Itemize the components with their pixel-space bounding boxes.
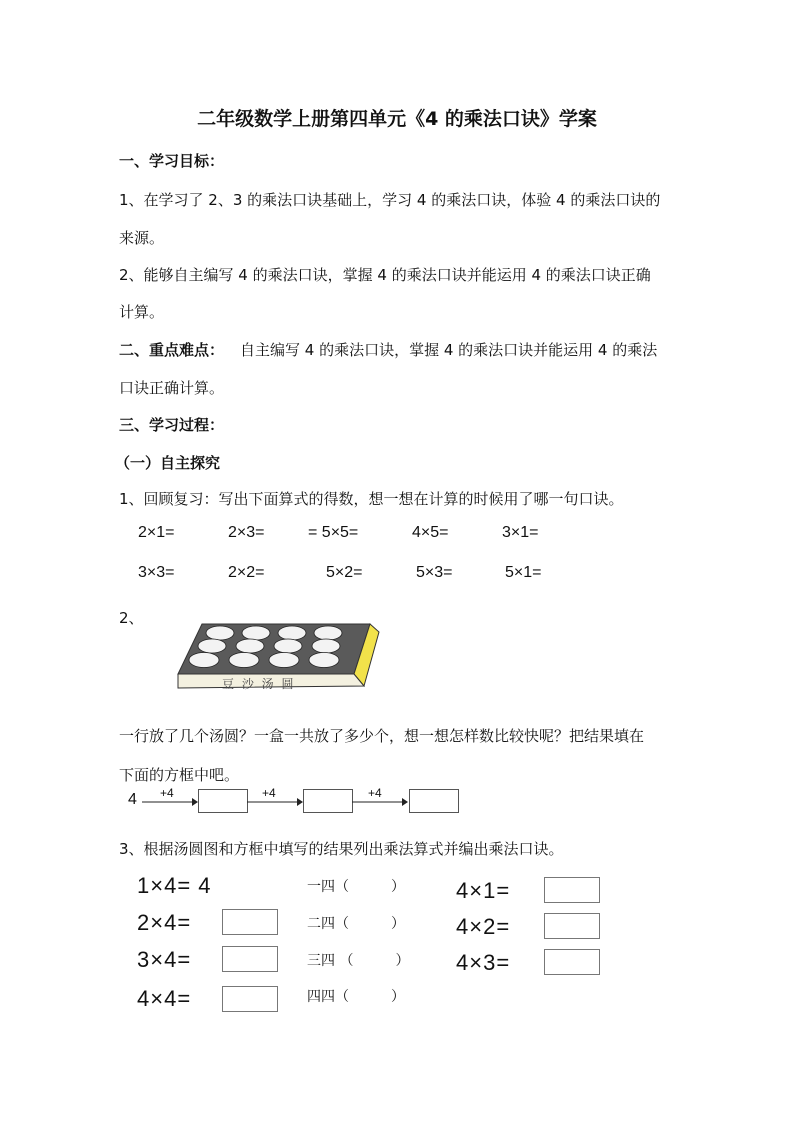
answer-box[interactable] (198, 789, 248, 813)
chain-start: 4 (128, 791, 137, 808)
review-equation: 5×3= (416, 564, 453, 581)
keypoints-line-2: 口诀正确计算。 (119, 379, 225, 397)
answer-box[interactable] (544, 913, 600, 939)
question-2-text-line-1: 一行放了几个汤圆？一盒一共放了多少个，想一想怎样数比较快呢？把结果填在 (119, 727, 645, 745)
section-heading-keypoints: 二、重点难点： (119, 341, 225, 359)
multiplication-equation: 2×4= (137, 910, 192, 935)
section-heading-goals: 一、学习目标： (119, 152, 225, 170)
goal-1-line-2: 来源。 (119, 229, 165, 247)
review-equation: 2×2= (228, 564, 265, 581)
arrow-icon (247, 797, 303, 807)
review-equation: 5×1= (505, 564, 542, 581)
answer-box[interactable] (222, 946, 278, 972)
answer-box[interactable] (222, 909, 278, 935)
goal-2-line-2: 计算。 (119, 303, 165, 321)
answer-box[interactable] (544, 877, 600, 903)
section-heading-process: 三、学习过程： (119, 416, 225, 434)
multiplication-equation: 4×1= (456, 878, 511, 903)
arrow-icon (352, 797, 408, 807)
answer-box[interactable] (222, 986, 278, 1012)
question-2-label: 2、 (119, 609, 144, 627)
multiplication-equation: 1×4= 4 (137, 873, 212, 898)
review-equation: 2×3= (228, 524, 265, 541)
question-2-text-line-2: 下面的方框中吧。 (119, 766, 240, 784)
review-equation: 3×1= (502, 524, 539, 541)
goal-2-line-1: 2、能够自主编写 4 的乘法口诀，掌握 4 的乘法口诀并能运用 4 的乘法口诀正确 (119, 266, 651, 284)
multiplication-equation: 3×4= (137, 947, 192, 972)
review-equation: 5×2= (326, 564, 363, 581)
step-label: +4 (368, 786, 382, 800)
multiplication-equation: 4×2= (456, 914, 511, 939)
review-equation: 3×3= (138, 564, 175, 581)
box-label: 豆 沙 汤 圆 (222, 677, 296, 691)
goal-1-line-1: 1、在学习了 2、3 的乘法口诀基础上，学习 4 的乘法口诀，体验 4 的乘法口诀的 (119, 191, 661, 209)
answer-box[interactable] (303, 789, 353, 813)
question-3: 3、根据汤圆图和方框中填写的结果列出乘法算式并编出乘法口诀。 (119, 840, 564, 858)
subsection-heading: （一）自主探究 (115, 454, 221, 472)
mnemonic-blank: 一四（ ） (307, 879, 405, 895)
arrow-icon (142, 797, 198, 807)
step-label: +4 (160, 786, 174, 800)
multiplication-equation: 4×4= (137, 986, 192, 1011)
review-equation: = 5×5= (308, 524, 359, 541)
mnemonic-blank: 四四（ ） (307, 989, 405, 1005)
page-title: 二年级数学上册第四单元《4 的乘法口诀》学案 (197, 108, 597, 130)
keypoints-line-1: 自主编写 4 的乘法口诀，掌握 4 的乘法口诀并能运用 4 的乘法 (240, 341, 658, 359)
mnemonic-blank: 二四（ ） (307, 916, 405, 932)
review-equation: 4×5= (412, 524, 449, 541)
answer-box[interactable] (409, 789, 459, 813)
multiplication-equation: 4×3= (456, 950, 511, 975)
mnemonic-blank: 三四 （ ） (307, 953, 410, 969)
question-1: 1、回顾复习：写出下面算式的得数，想一想在计算的时候用了哪一句口诀。 (119, 490, 624, 508)
review-equation: 2×1= (138, 524, 175, 541)
step-label: +4 (262, 786, 276, 800)
answer-box[interactable] (544, 949, 600, 975)
